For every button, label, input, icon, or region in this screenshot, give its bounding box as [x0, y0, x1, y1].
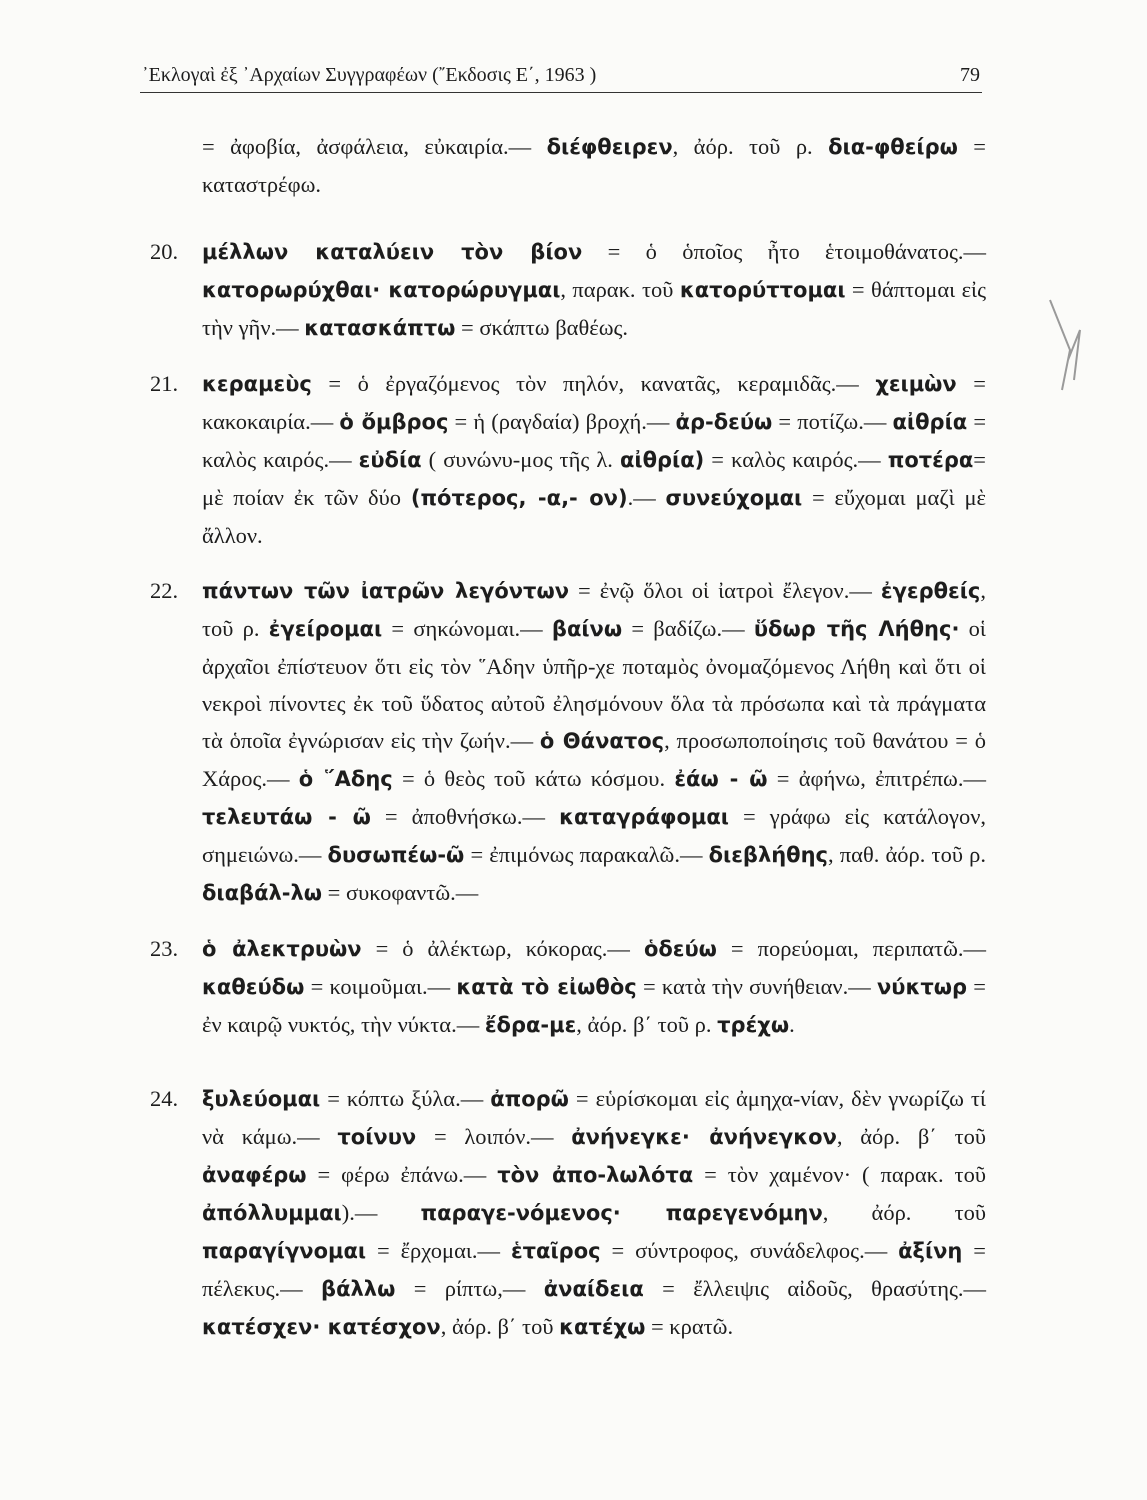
definition-text: = ἀποθνήσκω.— [370, 804, 560, 829]
definition-text: = τὸν χαμένον· ( παρακ. τοῦ [693, 1162, 986, 1187]
headword: ὁ ῞Αδης [298, 767, 393, 791]
headword: αἰθρία [892, 410, 968, 434]
headword: παραγε-νόμενος· παρεγενόμην [420, 1201, 823, 1225]
headword: ὕδωρ τῆς Λήθης· [753, 617, 960, 641]
definition-text: = ἀφοβία, ἀσφάλεια, εὐκαιρία.— [202, 134, 547, 159]
glossary-entry [150, 930, 986, 1044]
definition-text: = ἔρχομαι.— [366, 1238, 511, 1263]
headword: διαβάλ-λω [202, 881, 323, 905]
headword: ἐγερθείς [880, 579, 981, 603]
headword: ὁ Θάνατος [539, 729, 665, 753]
headword: ἀναφέρω [202, 1163, 307, 1187]
definition-text: , τοῦ ρ. [202, 578, 986, 641]
headword: ἔδρα-με [484, 1013, 577, 1037]
headword: (πότερος, -α,- ον) [410, 486, 628, 510]
definition-text: = πορεύομαι, περιπατῶ.— [716, 936, 987, 961]
definition-text: = ὁ ἐργαζόμενος τὸν πηλόν, κανατᾶς, κεραμιδᾶς.— [311, 371, 876, 396]
running-header [140, 62, 982, 93]
headword: βαίνω [551, 617, 623, 641]
definition-text: = ὁ θεὸς τοῦ κάτω κόσμου. [392, 766, 675, 791]
definition-text: ).— [341, 1200, 421, 1225]
glossary-entry [150, 572, 986, 912]
definition-text: = κατὰ τὴν συνήθειαν.— [636, 974, 877, 999]
entry-number: 22. [150, 578, 179, 603]
definition-text: = ἡ (ραγδαία) βροχή.— [448, 409, 676, 434]
definition-text: , ἀόρ. β΄ τοῦ [836, 1124, 987, 1149]
definition-text: = ἀφήνω, ἐπιτρέπω.— [767, 766, 986, 791]
headword: πάντων τῶν ἰατρῶν λεγόντων [202, 579, 570, 603]
headword: ξυλεύομαι [202, 1087, 321, 1111]
definition-text: = κρατῶ. [645, 1314, 734, 1339]
headword: κατασκάπτω [304, 316, 456, 340]
headword: κατορωρύχθαι· κατορώρυγμαι [202, 278, 561, 302]
headword: τρέχω [717, 1013, 790, 1037]
definition-text: = εὑρίσκομαι εἰς ἀμηχα-νίαν, δὲν γνωρίζω τί νὰ κάμω.— [202, 1086, 986, 1149]
definition-text: = λοιπόν.— [416, 1124, 572, 1149]
definition-text: = κόπτω ξύλα.— [320, 1086, 491, 1111]
definition-text: = γράφω εἰς κατάλογον, σημειώνω.— [202, 804, 987, 867]
headword: ἀρ-δεύω [675, 410, 773, 434]
definition-text: = κακοκαιρία.— [202, 371, 986, 434]
definition-text: = σύντροφος, συνάδελφος.— [600, 1238, 899, 1263]
definition-text: = ἐνῷ ὅλοι οἱ ἰατροὶ ἔλεγον.— [569, 578, 881, 603]
headword: ποτέρα [887, 448, 974, 472]
entry-number: 20. [150, 239, 179, 264]
glossary-entry [150, 233, 986, 347]
headword: νύκτωρ [876, 975, 968, 999]
headword: ὁδεύω [643, 937, 717, 961]
definition-text: = ρίπτω,— [395, 1276, 544, 1301]
headword: αἰθρία) [619, 448, 705, 472]
headword: ἀνήνεγκε· ἀνήνεγκον [571, 1125, 837, 1149]
definition-text: = σηκώνομαι.— [382, 616, 552, 641]
headword: ἀναίδεια [543, 1277, 644, 1301]
page-number: 79 [960, 64, 980, 86]
headword: ἀπόλλυμμαι [202, 1201, 342, 1225]
headword: τὸν ἀπο-λωλότα [497, 1163, 694, 1187]
headword: κατέσχεν· κατέσχον [202, 1315, 441, 1339]
headword: διέφθειρεν [546, 135, 673, 159]
headword: κεραμεὺς [202, 372, 312, 396]
definition-text: = καλὸς καιρός.— [704, 447, 888, 472]
headword: βάλλω [321, 1277, 396, 1301]
headword: καταγράφομαι [559, 805, 729, 829]
glossary-entry [150, 128, 986, 203]
definition-text: οἱ ἀρχαῖοι ἐπίστευον ὅτι εἰς τὸν ῞Αδην ὑπῆρ-χε ποταμὸς ὀνομαζόμενος Λήθη καὶ ὅτι οἱ νεκροὶ πίνοντες ἐκ τοῦ ὕδατος αὐτοῦ ἐλησμόνουν ὅλα τὰ πρόσωπα καὶ τὰ πράγματα τὰ ὁποῖα ἐγνώρισαν εἰς τὴν ζωήν.— [202, 616, 986, 753]
headword: τελευτάω - ῶ [202, 805, 371, 829]
definition-text: = εὔχομαι μαζὶ μὲ ἄλλον. [202, 485, 986, 548]
definition-text: , ἀόρ. τοῦ [822, 1200, 987, 1225]
entry-number: 24. [150, 1086, 179, 1111]
headword: ἐγείρομαι [268, 617, 383, 641]
definition-text: = κοιμοῦμαι.— [304, 974, 457, 999]
definition-text: = καλὸς καιρός.— [202, 409, 987, 472]
definition-text: = σκάπτω βαθέως. [455, 315, 629, 340]
definition-text: = ποτίζω.— [772, 409, 893, 434]
headword: δια-φθείρω [828, 135, 958, 159]
headword: ὁ ὄμβρος [339, 410, 449, 434]
headword: τοίνυν [337, 1125, 417, 1149]
definition-text: = ἐν καιρῷ νυκτός, τὴν νύκτα.— [202, 974, 986, 1037]
header-title: ᾿Εκλογαὶ ἐξ ᾿Αρχαίων Συγγραφέων (῎Εκδοσις Ε΄, 1963 ) [142, 64, 597, 86]
definition-text: . [789, 1012, 795, 1037]
definition-text: ( συνώνυ-μος τῆς λ. [421, 447, 620, 472]
headword: ἀπορῶ [490, 1087, 569, 1111]
definition-text: .— [627, 485, 666, 510]
definition-text: , παρακ. τοῦ [560, 277, 680, 302]
headword: συνεύχομαι [665, 486, 803, 510]
headword: ὁ ἀλεκτρυὼν [202, 937, 362, 961]
definition-text: , παθ. ἀόρ. τοῦ ρ. [828, 842, 986, 867]
headword: κατὰ τὸ εἰωθὸς [456, 975, 637, 999]
pencil-mark [1040, 290, 1100, 410]
definition-text: = ὁ ὁποῖος ἦτο ἑτοιμοθάνατος.— [582, 239, 986, 264]
definition-text: = βαδίζω.— [622, 616, 754, 641]
definition-text: = ὁ ἀλέκτωρ, κόκορας.— [361, 936, 644, 961]
headword: μέλλων καταλύειν τὸν βίον [202, 240, 583, 264]
headword: χειμὼν [875, 372, 957, 396]
definition-text: = ἔλλειψις αἰδοῦς, θρασύτης.— [643, 1276, 986, 1301]
entry-number: 23. [150, 936, 179, 961]
glossary-text [150, 128, 986, 1364]
definition-text: = φέρω ἐπάνω.— [306, 1162, 498, 1187]
entry-number: 21. [150, 371, 179, 396]
definition-text: = θάπτομαι εἰς τὴν γῆν.— [202, 277, 986, 340]
headword: παραγίγνομαι [202, 1239, 367, 1263]
definition-text: , ἀόρ. β΄ τοῦ ρ. [576, 1012, 718, 1037]
definition-text: = καταστρέφω. [202, 134, 986, 197]
headword: εὐδία [358, 448, 422, 472]
glossary-entry [150, 365, 986, 554]
headword: κατορύττομαι [679, 278, 846, 302]
definition-text: , ἀόρ. τοῦ ρ. [672, 134, 829, 159]
headword: ἑταῖρος [510, 1239, 601, 1263]
headword: διεβλήθης [708, 843, 829, 867]
definition-text: , προσωποποίησις τοῦ θανάτου = ὁ Χάρος.— [202, 728, 986, 791]
headword: ἀξίνη [898, 1239, 963, 1263]
definition-text: = ἐπιμόνως παρακαλῶ.— [464, 842, 709, 867]
glossary-entry [150, 1080, 986, 1346]
headword: κατέχω [559, 1315, 646, 1339]
definition-text: , ἀόρ. β΄ τοῦ [440, 1314, 560, 1339]
definition-text: = συκοφαντῶ.— [322, 880, 479, 905]
headword: ἐάω - ῶ [674, 767, 768, 791]
headword: δυσωπέω-ῶ [327, 843, 465, 867]
definition-text: = μὲ ποίαν ἐκ τῶν δύο [202, 447, 986, 510]
headword: καθεύδω [202, 975, 305, 999]
definition-text: = πέλεκυς.— [202, 1238, 986, 1301]
